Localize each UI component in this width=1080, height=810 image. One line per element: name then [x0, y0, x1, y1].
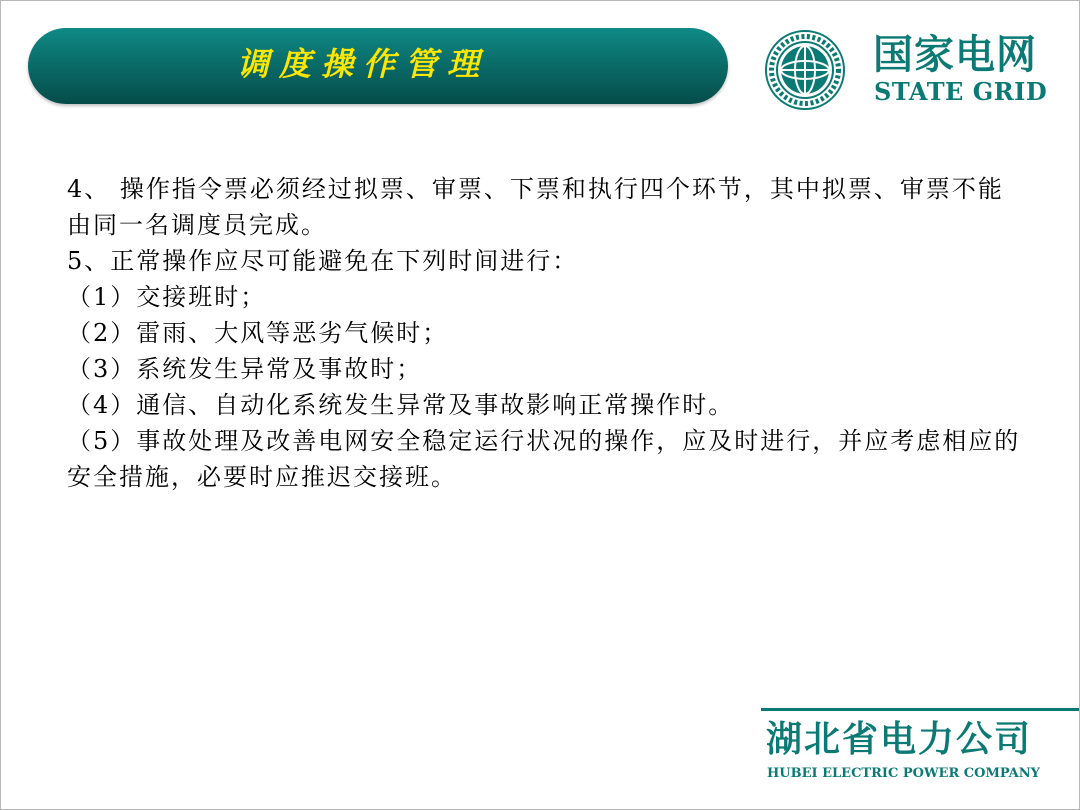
paragraph-item-4: 4、 操作指令票必须经过拟票、审票、下票和执行四个环节，其中拟票、审票不能由同一名调度员完成。: [67, 175, 1004, 239]
state-grid-logo-english: STATE GRID: [874, 77, 1048, 106]
page-title: 调度操作管理: [237, 45, 490, 83]
list-item-1: （1）交接班时；: [67, 283, 267, 311]
slide-body: [67, 171, 1027, 495]
list-item-3: （3）系统发生异常及事故时；: [67, 355, 423, 383]
paragraph-item-5: 5、正常操作应尽可能避免在下列时间进行：: [67, 247, 579, 275]
state-grid-logo-text: 国家电网: [873, 32, 1037, 78]
list-item-2: （2）雷雨、大风等恶劣气候时；: [67, 319, 449, 347]
footer-company-english: HUBEI ELECTRIC POWER COMPANY: [767, 766, 1040, 781]
footer-divider: [761, 708, 1079, 711]
state-grid-globe-emblem-icon: [764, 29, 846, 111]
list-item-5: （5）事故处理及改善电网安全稳定运行状况的操作，应及时进行，并应考虑相应的安全措施，必要时应推迟交接班。: [67, 427, 1021, 491]
footer-company-name: 湖北省电力公司: [766, 719, 1033, 760]
list-item-4: （4）通信、自动化系统发生异常及事故影响正常操作时。: [67, 391, 735, 419]
